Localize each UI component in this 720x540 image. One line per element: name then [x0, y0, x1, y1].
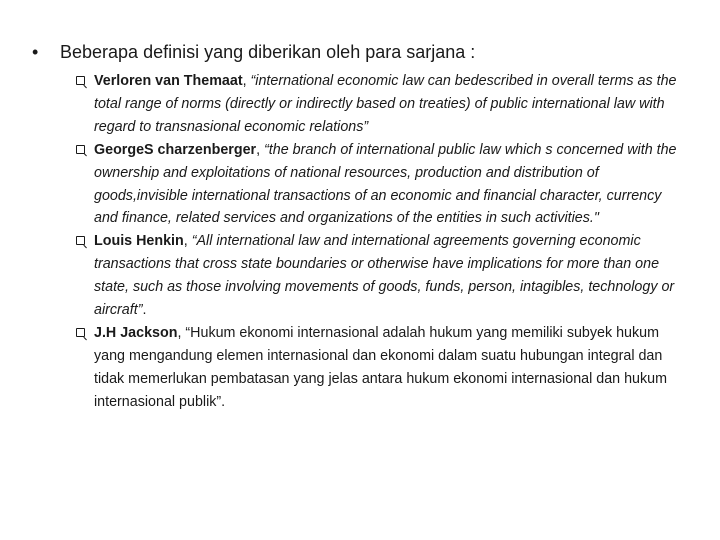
bullet-icon: •: [32, 42, 39, 62]
definition-quote: “All international law and international agreements governing economic transactions that cross state boundaries or otherwise have implications for more than one state, such as those involving movements of goods, funds, person, intagibles, technology or aircraft”: [94, 233, 675, 319]
checkbox-bullet-icon: [76, 236, 85, 245]
definition-tail: ”.: [216, 393, 226, 410]
checkbox-bullet-icon: [76, 76, 85, 85]
scholar-name: Verloren van Themaat: [94, 73, 243, 89]
checkbox-bullet-icon: [76, 145, 85, 154]
checkbox-bullet-icon: [76, 328, 85, 337]
definition-tail: .: [142, 302, 147, 319]
definition-item: [76, 70, 678, 139]
heading-text: Beberapa definisi yang diberikan oleh para sarjana :: [60, 42, 476, 62]
definition-item: [76, 230, 678, 322]
definition-item: [76, 139, 678, 231]
scholar-name: GeorgeS charzenberger: [94, 141, 257, 158]
separator: ,: [256, 141, 265, 158]
definition-quote: “Hukum ekonomi internasional adalah hukum yang memiliki subyek hukum yang mengandung elemen internasional dan ekonomi dalam suatu hubungan integral dan tidak memerlukan pembatasan yang jelas antara hukum ekonomi internasional dan hukum internasional publik: [94, 324, 667, 410]
separator: ,: [183, 233, 192, 250]
definition-quote: “international economic law can bedescribed in overall terms as the total range of norms (directly or indirectly based on treaties) of public international law with regard to transnasional economic relations”: [94, 73, 677, 135]
definition-list: [76, 70, 678, 414]
definition-quote: “the branch of international public law which s concerned with the ownership and exploitations of national resources, production and distribution of goods,invisible international transactions of an economic and financial character, currency and finance, related services and organizations of the entities in such activities.": [94, 141, 677, 227]
scholar-name: J.H Jackson: [94, 324, 178, 341]
definition-item: [76, 322, 678, 414]
slide-heading: [32, 40, 702, 64]
separator: ,: [242, 73, 251, 89]
separator: ,: [177, 324, 186, 341]
scholar-name: Louis Henkin: [94, 233, 184, 250]
